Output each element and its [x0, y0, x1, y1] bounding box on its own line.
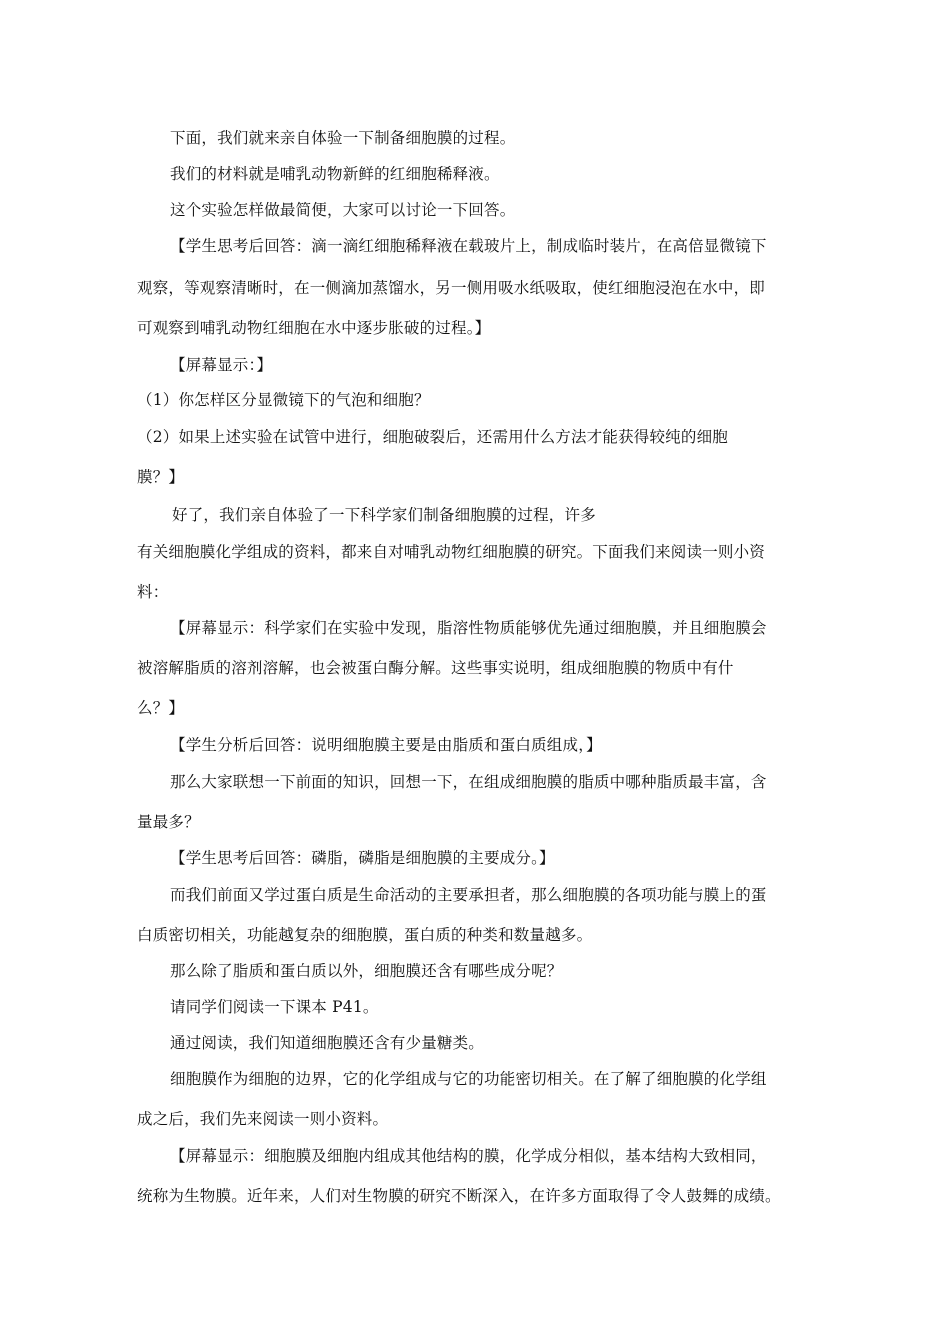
screen-display-heading: 【屏幕显示：】 — [170, 356, 273, 374]
question-item: （2）如果上述实验在试管中进行，细胞破裂后，还需用什么方法才能获得较纯的细胞 — [137, 428, 728, 446]
paragraph-line: 那么除了脂质和蛋白质以外，细胞膜还含有哪些成分呢？ — [170, 962, 563, 980]
paragraph-line: 量最多？ — [137, 813, 200, 831]
paragraph-line: 细胞膜作为细胞的边界，它的化学组成与它的功能密切相关。在了解了细胞膜的化学组 — [170, 1070, 767, 1088]
paragraph-line: 白质密切相关，功能越复杂的细胞膜，蛋白质的种类和数量越多。 — [137, 926, 593, 944]
paragraph-line: 有关细胞膜化学组成的资料，都来自对哺乳动物红细胞膜的研究。下面我们来阅读一则小资 — [137, 543, 766, 561]
paragraph-line: 【屏幕显示：细胞膜及细胞内组成其他结构的膜，化学成分相似，基本结构大致相同， — [170, 1147, 767, 1165]
paragraph-line: 那么大家联想一下前面的知识，回想一下，在组成细胞膜的脂质中哪种脂质最丰富，含 — [170, 773, 767, 791]
paragraph-line: 【学生思考后回答：滴一滴红细胞稀释液在载玻片上，制成临时装片，在高倍显微镜下 — [170, 237, 767, 255]
paragraph-line: 【屏幕显示：科学家们在实验中发现，脂溶性物质能够优先通过细胞膜，并且细胞膜会 — [170, 619, 767, 637]
paragraph-line: 料： — [137, 583, 169, 601]
paragraph-line: 下面，我们就来亲自体验一下制备细胞膜的过程。 — [170, 129, 516, 147]
paragraph-line: 【学生分析后回答：说明细胞膜主要是由脂质和蛋白质组成，】 — [170, 736, 602, 754]
paragraph-line: 成之后，我们先来阅读一则小资料。 — [137, 1110, 389, 1128]
question-item: 膜？】 — [137, 468, 185, 486]
question-item: （1）你怎样区分显微镜下的气泡和细胞？ — [137, 391, 430, 409]
paragraph-line: 可观察到哺乳动物红细胞在水中逐步胀破的过程。】 — [137, 319, 491, 337]
paragraph-line: 好了，我们亲自体验了一下科学家们制备细胞膜的过程，许多 — [172, 506, 596, 524]
paragraph-line: 通过阅读，我们知道细胞膜还含有少量糖类。 — [170, 1034, 485, 1052]
paragraph-line: 这个实验怎样做最简便，大家可以讨论一下回答。 — [170, 201, 516, 219]
paragraph-line: 被溶解脂质的溶剂溶解，也会被蛋白酶分解。这些事实说明，组成细胞膜的物质中有什 — [137, 659, 734, 677]
paragraph-line: 而我们前面又学过蛋白质是生命活动的主要承担者，那么细胞膜的各项功能与膜上的蛋 — [170, 886, 767, 904]
paragraph-line: 么？】 — [137, 699, 185, 717]
paragraph-line: 观察，等观察清晰时，在一侧滴加蒸馏水，另一侧用吸水纸吸取，使红细胞浸泡在水中，即 — [137, 279, 766, 297]
paragraph-line: 【学生思考后回答：磷脂，磷脂是细胞膜的主要成分。】 — [170, 849, 555, 867]
paragraph-line: 请同学们阅读一下课本 P41。 — [170, 998, 379, 1016]
paragraph-line: 我们的材料就是哺乳动物新鲜的红细胞稀释液。 — [170, 165, 500, 183]
paragraph-line: 统称为生物膜。近年来，人们对生物膜的研究不断深入，在许多方面取得了令人鼓舞的成绩。 — [137, 1187, 781, 1205]
